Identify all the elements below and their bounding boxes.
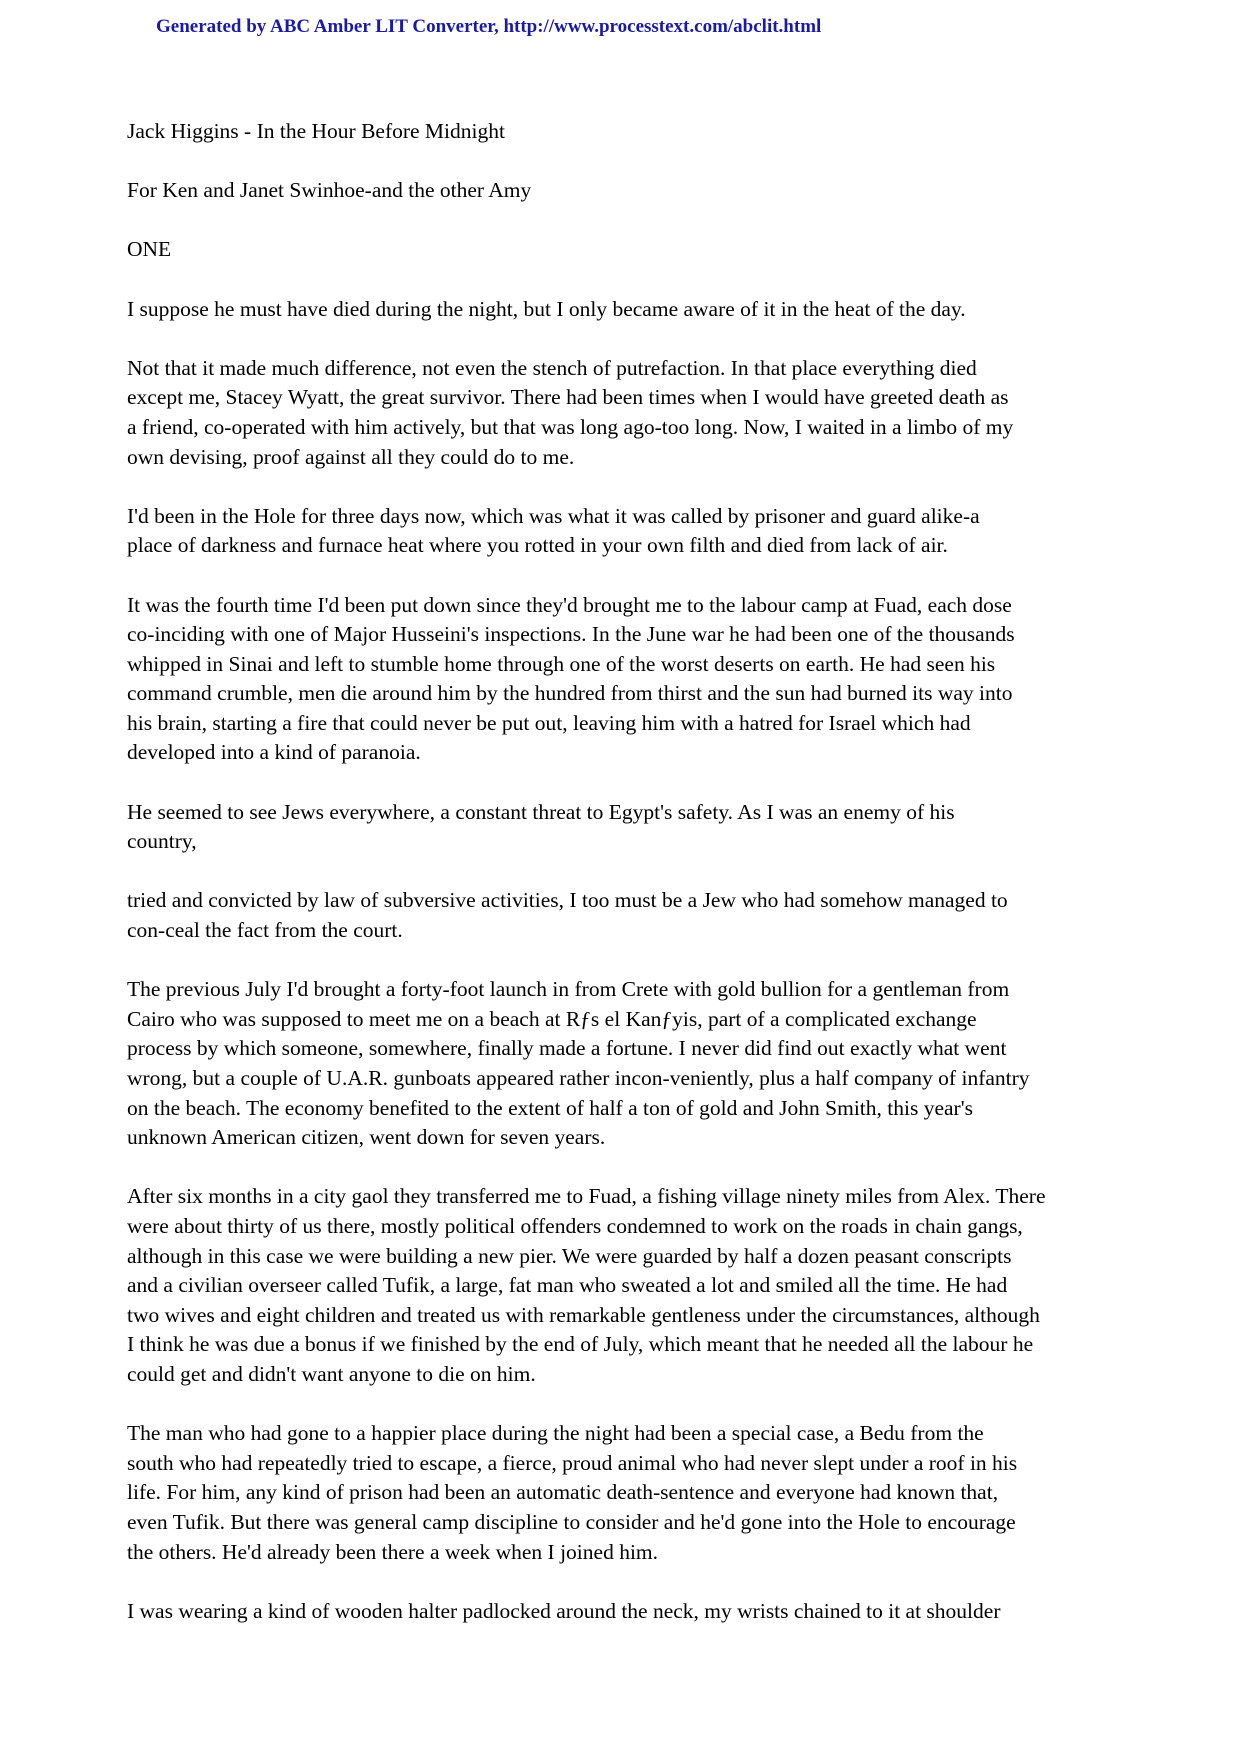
dedication: For Ken and Janet Swinhoe-and the other Amy <box>127 178 532 203</box>
chapter-heading: ONE <box>127 237 172 262</box>
paragraph: tried and convicted by law of subversive activities, I too must be a Jew who had somehow managed to con-ceal the fact from the court. <box>127 888 1008 943</box>
document-body <box>127 117 1127 1656</box>
paragraph: The man who had gone to a happier place during the night had been a special case, a Bedu from the south who had repeatedly tried to escape, a fierce, proud animal who had never slept under a roof in his life. For him, any kind of prison had been an automatic death-sentence and everyone had known that, even Tufik. But there was general camp discipline to consider and he'd gone into the Hole to encourage the others. He'd already been there a week when I joined him. <box>127 1421 1018 1564</box>
book-title-line: Jack Higgins - In the Hour Before Midnight <box>127 119 505 143</box>
paragraph: The previous July I'd brought a forty-foot launch in from Crete with gold bullion for a gentleman from Cairo who was supposed to meet me on a beach at Rƒs el Kanƒyis, part of a complicated exchange process by which someone, somewhere, finally made a fortune. I never did find out exactly what went wrong, but a couple of U.A.R. gunboats appeared rather incon-veniently, plus a half company of infantry on the beach. The economy benefited to the extent of half a ton of gold and John Smith, this year's unknown American citizen, went down for seven years. <box>127 977 1030 1150</box>
paragraph: I'd been in the Hole for three days now, which was what it was called by prisoner and guard alike-a place of darkness and furnace heat where you rotted in your own filth and died from lack of air. <box>127 503 980 558</box>
paragraph: After six months in a city gaol they transferred me to Fuad, a fishing village ninety miles from Alex. There were about thirty of us there, mostly political offenders condemned to work on the roads in chain gangs, although in this case we were building a new pier. We were guarded by half a dozen peasant conscripts and a civilian overseer called Tufik, a large, fat man who sweated a lot and smiled all the time. He had two wives and eight children and treated us with remarkable gentleness under the circumstances, although I think he was due a bonus if we finished by the end of July, which meant that he needed all the labour he could get and didn't want anyone to die on him. <box>127 1184 1046 1386</box>
paragraph: I was wearing a kind of wooden halter padlocked around the neck, my wrists chained to it at shoulder <box>127 1598 1001 1623</box>
paragraph: Not that it made much difference, not even the stench of putrefaction. In that place everything died except me, Stacey Wyatt, the great survivor. There had been times when I would have greeted death as a friend, co-operated with him actively, but that was long ago-too long. Now, I waited in a limbo of my own devising, proof against all they could do to me. <box>127 355 1014 469</box>
converter-banner-link[interactable]: Generated by ABC Amber LIT Converter, http://www.processtext.com/abclit.html <box>156 16 822 37</box>
paragraph: He seemed to see Jews everywhere, a constant threat to Egypt's safety. As I was an enemy of his country, <box>127 799 955 854</box>
paragraph: I suppose he must have died during the night, but I only became aware of it in the heat of the day. <box>127 296 966 321</box>
paragraph: It was the fourth time I'd been put down since they'd brought me to the labour camp at Fuad, each dose co-inciding with one of Major Husseini's inspections. In the June war he had been one of the thousands whipped in Sinai and left to stumble home through one of the worst deserts on earth. He had seen his command crumble, men die around him by the hundred from thirst and the sun had burned its way into his brain, starting a fire that could never be put out, leaving him with a hatred for Israel which had developed into a kind of paranoia. <box>127 592 1015 765</box>
